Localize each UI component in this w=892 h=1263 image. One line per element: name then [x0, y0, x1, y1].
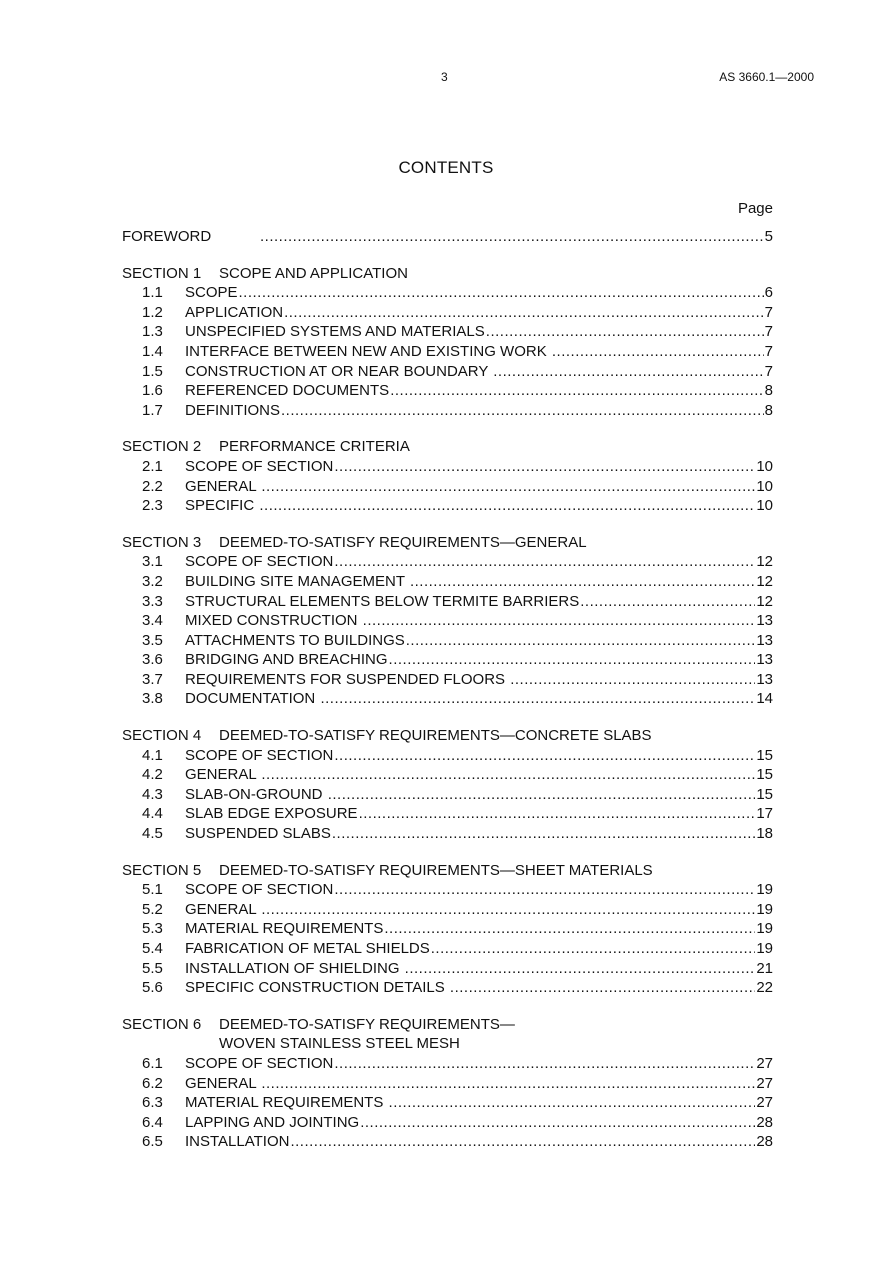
toc-entry-page: 7 [764, 303, 773, 321]
toc-entry[interactable] [122, 381, 773, 401]
toc-entry-page: 8 [764, 382, 773, 400]
toc-entry[interactable] [122, 785, 773, 805]
toc-entry[interactable] [122, 650, 773, 670]
toc-section-4 [122, 726, 773, 844]
toc-entry-label: SCOPE [185, 284, 238, 302]
section-title: DEEMED-TO-SATISFY REQUIREMENTS—CONCRETE SLABS [219, 727, 652, 745]
toc-entry-label: REFERENCED DOCUMENTS [185, 382, 390, 400]
dot-leader [334, 457, 755, 477]
dot-leader [284, 303, 764, 323]
toc-entry-label: APPLICATION [185, 303, 284, 321]
toc-entry-number: 6.1 [142, 1054, 163, 1072]
toc-entry-label: BRIDGING AND BREACHING [185, 651, 388, 669]
toc-entry-label: SLAB EDGE EXPOSURE [185, 805, 358, 823]
toc-entry[interactable] [122, 1113, 773, 1133]
section-number: SECTION 3 [122, 533, 202, 551]
toc-entry-page: 13 [756, 651, 773, 669]
toc-entry-page: 12 [756, 572, 773, 590]
toc-entry-number: 3.4 [142, 612, 163, 630]
toc-section-heading[interactable] [122, 1015, 773, 1035]
toc-entry-label: UNSPECIFIED SYSTEMS AND MATERIALS [185, 323, 485, 341]
toc-entry-label: SCOPE OF SECTION [185, 746, 334, 764]
dot-leader [290, 1132, 755, 1152]
toc-entry-page: 15 [756, 766, 773, 784]
dot-leader [328, 785, 756, 805]
dot-leader [580, 592, 755, 612]
toc-entry-number: 3.2 [142, 572, 163, 590]
toc-entry[interactable] [122, 1093, 773, 1113]
toc-entry-page: 19 [756, 900, 773, 918]
toc-entry-page: 14 [756, 690, 773, 708]
dot-leader [405, 959, 756, 979]
dot-leader [320, 689, 755, 709]
toc-entry[interactable] [122, 959, 773, 979]
toc-entry-page: 8 [764, 401, 773, 419]
toc-entry-page: 10 [756, 497, 773, 515]
toc-entry-label: SPECIFIC [185, 497, 259, 515]
toc-section-heading[interactable] [122, 861, 773, 881]
toc-entry[interactable] [122, 283, 773, 303]
toc-entry-number: 1.7 [142, 401, 163, 419]
toc-entry-label: INTERFACE BETWEEN NEW AND EXISTING WORK [185, 342, 551, 360]
toc-entry-number: 5.3 [142, 920, 163, 938]
toc-entry-label: FOREWORD [122, 228, 212, 245]
toc-entry-page: 7 [764, 362, 773, 380]
section-title: DEEMED-TO-SATISFY REQUIREMENTS— [219, 1015, 515, 1033]
dot-leader [260, 227, 764, 247]
toc-entry-number: 6.3 [142, 1094, 163, 1112]
toc-entry-page: 27 [756, 1074, 773, 1092]
toc-entry-page: 13 [756, 631, 773, 649]
dot-leader [384, 919, 755, 939]
dot-leader [390, 381, 763, 401]
dot-leader [552, 342, 764, 362]
dot-leader [261, 900, 755, 920]
toc-entry-page: 15 [756, 785, 773, 803]
toc-section-heading[interactable] [122, 264, 773, 284]
toc-entry[interactable] [122, 552, 773, 572]
toc-entry-label: SPECIFIC CONSTRUCTION DETAILS [185, 979, 449, 997]
toc-entry-label: CONSTRUCTION AT OR NEAR BOUNDARY [185, 362, 493, 380]
toc-entry-number: 5.1 [142, 881, 163, 899]
dot-leader [334, 880, 755, 900]
toc-entry-label: SCOPE OF SECTION [185, 457, 334, 475]
section-title: SCOPE AND APPLICATION [219, 264, 408, 282]
toc-entry-number: 4.4 [142, 805, 163, 823]
toc-entry-label: INSTALLATION [185, 1133, 290, 1151]
dot-leader [406, 631, 756, 651]
toc-entry[interactable] [122, 880, 773, 900]
toc-entry[interactable] [122, 457, 773, 477]
toc-section-5 [122, 861, 773, 998]
toc-entry-label: LAPPING AND JOINTING [185, 1113, 360, 1131]
toc-entry-number: 3.6 [142, 651, 163, 669]
toc-entry-label: MATERIAL REQUIREMENTS [185, 1094, 388, 1112]
toc-entry[interactable] [122, 978, 773, 998]
toc-entry[interactable] [122, 496, 773, 516]
toc-entry-page: 15 [756, 746, 773, 764]
toc-entry-page: 12 [756, 553, 773, 571]
toc-entry-number: 5.2 [142, 900, 163, 918]
page-column-heading: Page [737, 200, 773, 217]
toc-entry-label: GENERAL [185, 900, 261, 918]
dot-leader [261, 1074, 755, 1094]
section-title: PERFORMANCE CRITERIA [219, 438, 410, 456]
toc-entry-number: 5.4 [142, 940, 163, 957]
toc-entry-label: BUILDING SITE MANAGEMENT [185, 572, 409, 590]
toc-entry[interactable] [122, 362, 773, 382]
toc-entry[interactable] [122, 322, 773, 342]
dot-leader [334, 746, 755, 766]
toc-entry-label: SCOPE OF SECTION [185, 1054, 334, 1072]
toc-entry-page: 12 [756, 592, 773, 610]
toc-entry[interactable] [122, 824, 773, 844]
dot-leader [493, 362, 763, 382]
dot-leader [363, 611, 756, 631]
toc-entry[interactable] [122, 746, 773, 766]
toc-entry-label: SCOPE OF SECTION [185, 553, 334, 571]
toc-entry[interactable] [122, 477, 773, 497]
section-number: SECTION 4 [122, 727, 202, 745]
dot-leader [261, 477, 755, 497]
toc-entry-page: 27 [756, 1054, 773, 1072]
toc-entry-number: 6.4 [142, 1113, 163, 1131]
toc-entry-label: SLAB-ON-GROUND [185, 785, 327, 803]
toc-entry-label: SCOPE OF SECTION [185, 881, 334, 899]
toc-section-3 [122, 533, 773, 709]
toc-entry-number: 1.6 [142, 382, 163, 400]
toc-section-heading[interactable] [122, 726, 773, 746]
toc-entry[interactable] [122, 572, 773, 592]
dot-leader [486, 322, 764, 342]
toc-entry-page: 19 [756, 940, 773, 957]
dot-leader [431, 939, 756, 959]
dot-leader [239, 283, 764, 303]
section-number: SECTION 5 [122, 861, 202, 879]
toc-entry-label: GENERAL [185, 477, 261, 495]
toc-entry-number: 4.3 [142, 785, 163, 803]
toc-entry-number: 1.5 [142, 362, 163, 380]
toc-entry-number: 1.3 [142, 323, 163, 341]
dot-leader [360, 1113, 755, 1133]
toc-entry[interactable] [122, 401, 773, 421]
toc-entry-label: MATERIAL REQUIREMENTS [185, 920, 384, 938]
toc-entry-label: DEFINITIONS [185, 401, 281, 419]
toc-entry[interactable] [122, 689, 773, 709]
toc-entry-number: 5.5 [142, 959, 163, 977]
toc-entry[interactable] [122, 670, 773, 690]
dot-leader [389, 1093, 756, 1113]
toc-entry-number: 1.4 [142, 342, 163, 360]
toc-entry-number: 4.1 [142, 746, 163, 764]
toc-entry[interactable] [122, 1054, 773, 1074]
dot-leader [334, 552, 755, 572]
toc-entry-page: 19 [756, 920, 773, 938]
toc-entry-number: 1.1 [142, 284, 163, 302]
dot-leader [450, 978, 755, 998]
toc-entry-number: 4.5 [142, 825, 163, 843]
toc-entry-page: 7 [764, 342, 773, 360]
toc-entry[interactable] [122, 631, 773, 651]
toc-entry-number: 2.2 [142, 477, 163, 495]
toc-entry-number: 3.8 [142, 690, 163, 708]
toc-entry[interactable] [122, 804, 773, 824]
dot-leader [389, 650, 756, 670]
toc-entry-label: REQUIREMENTS FOR SUSPENDED FLOORS [185, 670, 510, 688]
dot-leader [334, 1054, 755, 1074]
toc-entry-label: FABRICATION OF METAL SHIELDS [185, 940, 430, 957]
section-number: SECTION 1 [122, 264, 202, 282]
toc-entry[interactable] [122, 592, 773, 612]
toc-entry-number: 3.5 [142, 631, 163, 649]
toc-entry-number: 2.3 [142, 497, 163, 515]
toc-entry-label: INSTALLATION OF SHIELDING [185, 959, 404, 977]
toc-entry[interactable] [122, 900, 773, 920]
toc-entry-page: 13 [756, 670, 773, 688]
toc-entry-label: DOCUMENTATION [185, 690, 320, 708]
toc-entry-number: 3.1 [142, 553, 163, 571]
table-of-contents [122, 227, 773, 1152]
toc-entry-page: 18 [756, 825, 773, 843]
dot-leader [281, 401, 764, 421]
toc-entry-page: 13 [756, 612, 773, 630]
toc-entry-page: 28 [756, 1133, 773, 1151]
page-number: 3 [441, 70, 448, 84]
standard-identifier: AS 3660.1—2000 [719, 70, 814, 84]
dot-leader [259, 496, 755, 516]
toc-entry-page: 6 [764, 284, 773, 302]
toc-entry-label: GENERAL [185, 766, 261, 784]
toc-entry-page: 17 [756, 805, 773, 823]
section-number: SECTION 2 [122, 438, 202, 456]
toc-entry[interactable] [122, 611, 773, 631]
toc-entry[interactable] [122, 765, 773, 785]
toc-entry-page: 10 [756, 477, 773, 495]
dot-leader [332, 824, 755, 844]
toc-section-2 [122, 437, 773, 515]
toc-section-6 [122, 1015, 773, 1152]
toc-entry-page: 19 [756, 881, 773, 899]
toc-entry-number: 6.5 [142, 1133, 163, 1151]
dot-leader [510, 670, 755, 690]
dot-leader [410, 572, 755, 592]
toc-entry-page: 21 [756, 959, 773, 977]
toc-entry-page: 10 [756, 457, 773, 475]
toc-entry-label: GENERAL [185, 1074, 261, 1092]
toc-entry-page: 7 [764, 323, 773, 341]
toc-entry-label: SUSPENDED SLABS [185, 825, 331, 843]
toc-entry-number: 5.6 [142, 979, 163, 997]
toc-entry-number: 6.2 [142, 1074, 163, 1092]
toc-entry[interactable] [122, 303, 773, 323]
toc-entry-label: ATTACHMENTS TO BUILDINGS [185, 631, 405, 649]
toc-entry-number: 2.1 [142, 457, 163, 475]
section-number: SECTION 6 [122, 1015, 202, 1033]
toc-section-heading[interactable] [122, 437, 773, 457]
toc-entry-number: 3.3 [142, 592, 163, 610]
toc-entry-page: 5 [764, 228, 773, 245]
toc-entry-number: 4.2 [142, 766, 163, 784]
page-title: CONTENTS [398, 158, 494, 177]
toc-entry-label: STRUCTURAL ELEMENTS BELOW TERMITE BARRIERS [185, 592, 580, 610]
toc-section-heading[interactable] [122, 533, 773, 553]
section-title-continued: WOVEN STAINLESS STEEL MESH [219, 1035, 460, 1053]
toc-sections [122, 264, 773, 1152]
toc-entry-number: 3.7 [142, 670, 163, 688]
toc-entry-label: MIXED CONSTRUCTION [185, 612, 362, 630]
section-title: DEEMED-TO-SATISFY REQUIREMENTS—SHEET MATERIALS [219, 861, 653, 879]
toc-entry-page: 22 [756, 979, 773, 997]
toc-entry[interactable] [122, 939, 773, 959]
toc-entry[interactable] [122, 1074, 773, 1094]
toc-entry-foreword[interactable] [122, 227, 773, 247]
toc-section-1 [122, 264, 773, 421]
toc-entry-page: 28 [756, 1113, 773, 1131]
section-title: DEEMED-TO-SATISFY REQUIREMENTS—GENERAL [219, 533, 587, 551]
toc-entry[interactable] [122, 1132, 773, 1152]
toc-entry[interactable] [122, 342, 773, 362]
dot-leader [261, 765, 755, 785]
dot-leader [359, 804, 756, 824]
toc-entry-number: 1.2 [142, 303, 163, 321]
toc-entry[interactable] [122, 919, 773, 939]
toc-entry-page: 27 [756, 1094, 773, 1112]
